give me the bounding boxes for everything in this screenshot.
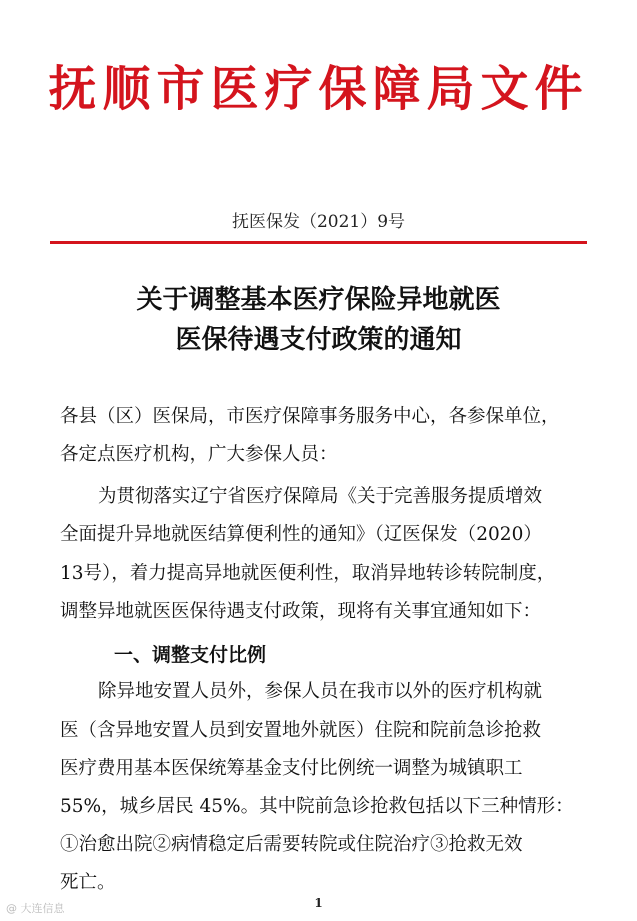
document-number: 抚医保发（2021）9号	[231, 212, 406, 232]
section-line: 55%，城乡居民 45%。其中院前急诊抢救包括以下三种情形：	[60, 796, 574, 817]
page-number: 1	[314, 896, 323, 910]
salutation-line: 各定点医疗机构，广大参保人员：	[60, 444, 338, 465]
notice-title-line: 医保待遇支付政策的通知	[175, 325, 462, 355]
section-line: 医（含异地安置人员到安置地外就医）住院和院前急诊抢救	[60, 720, 542, 741]
intro-line: 全面提升异地就医结算便利性的通知》（辽医保发（2020）	[60, 524, 542, 545]
watermark: @ 大连信息	[6, 902, 65, 915]
section-line: 死亡。	[60, 872, 116, 893]
intro-line: 13号），着力提高异地就医便利性，取消异地转诊转院制度，	[60, 563, 556, 584]
section-heading: 一、调整支付比例	[114, 644, 267, 666]
agency-title: 抚顺市医疗保障局文件	[48, 61, 589, 117]
intro-line: 调整异地就医医保待遇支付政策，现将有关事宜通知如下：	[60, 601, 542, 622]
intro-line: 为贯彻落实辽宁省医疗保障局《关于完善服务提质增效	[98, 486, 543, 507]
red-divider	[50, 241, 587, 244]
notice-title	[0, 280, 637, 360]
section-line: 除异地安置人员外，参保人员在我市以外的医疗机构就	[98, 681, 543, 702]
notice-title-line: 关于调整基本医疗保险异地就医	[136, 285, 501, 315]
section-line: ①治愈出院②病情稳定后需要转院或住院治疗③抢救无效	[60, 834, 523, 855]
section-line: 医疗费用基本医保统筹基金支付比例统一调整为城镇职工	[60, 758, 523, 779]
salutation-line: 各县（区）医保局，市医疗保障事务服务中心，各参保单位，	[60, 406, 560, 427]
